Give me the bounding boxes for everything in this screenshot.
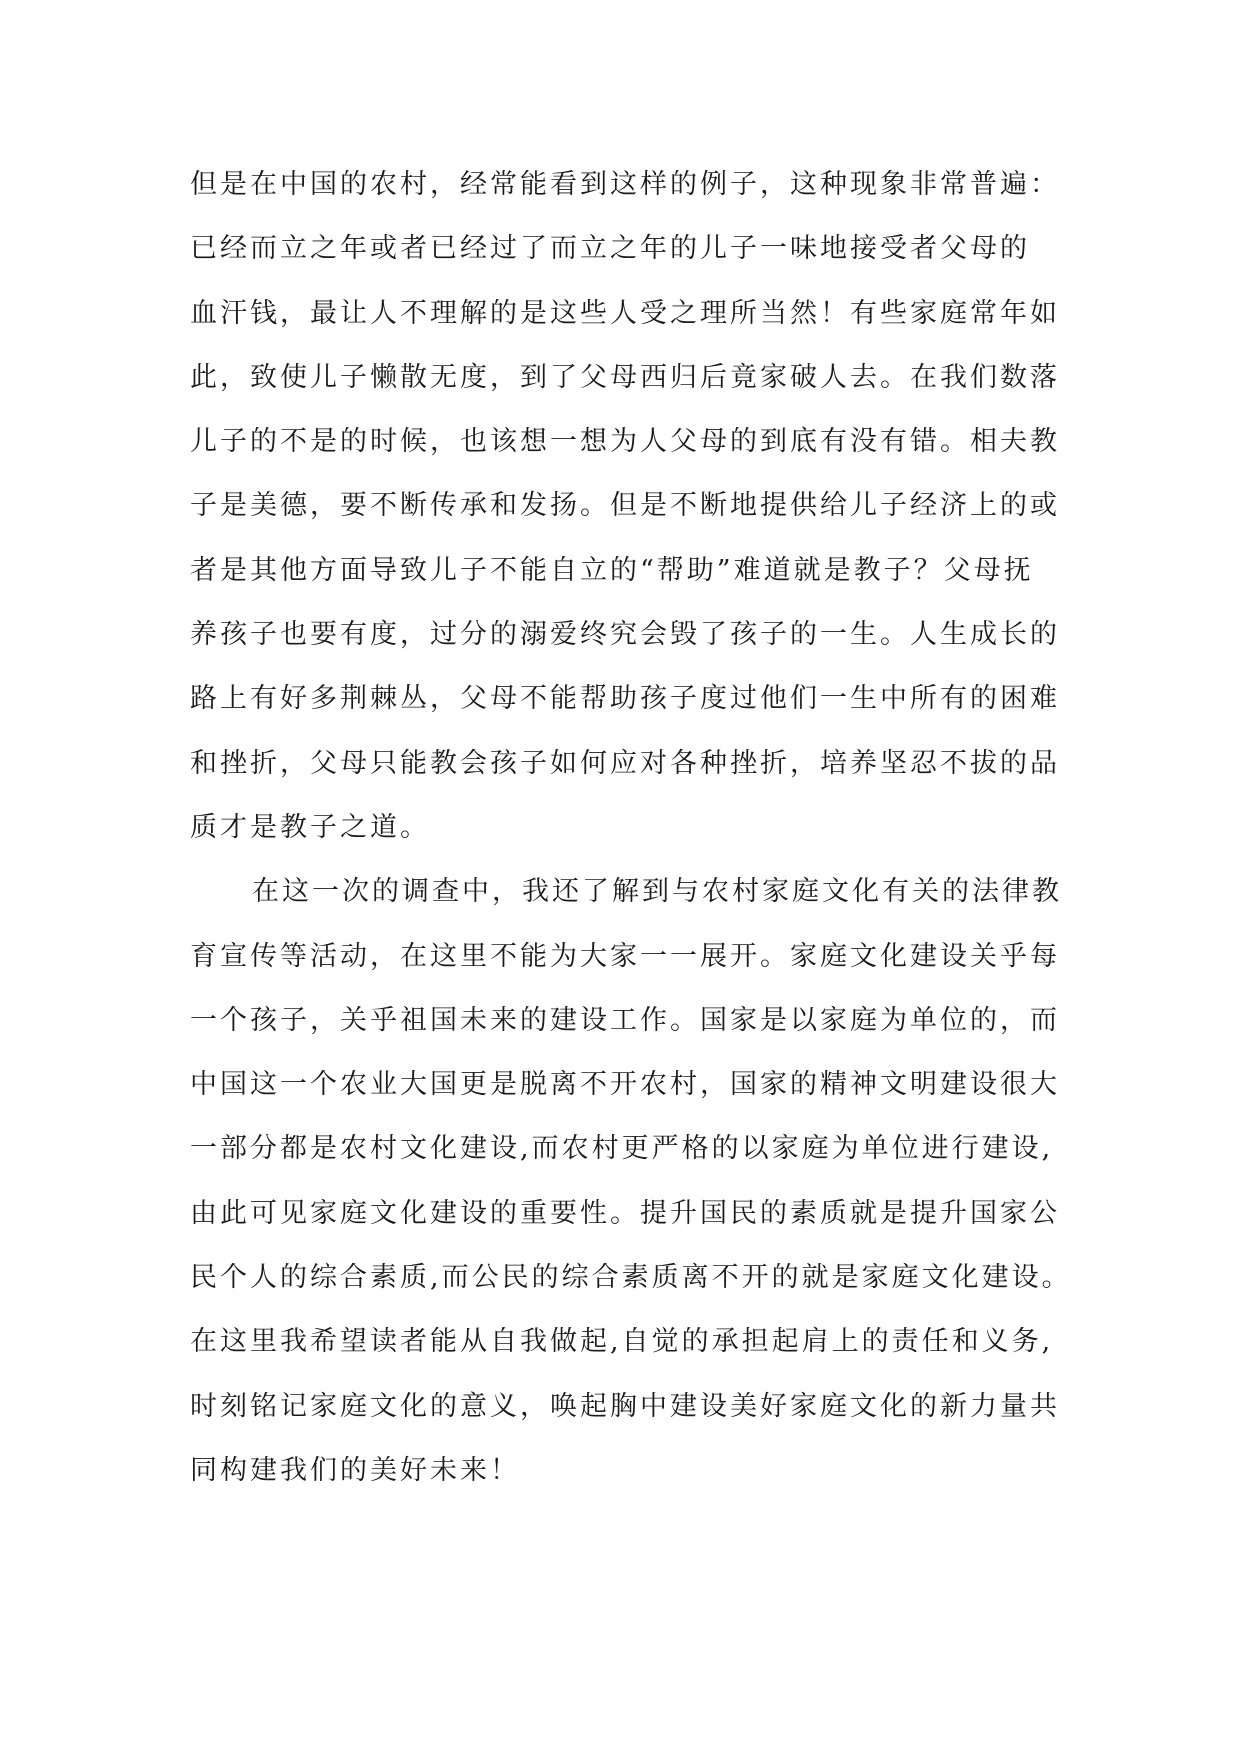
text-line: 一部分都是农村文化建设,而农村更严格的以家庭为单位进行建设, xyxy=(190,1133,1054,1165)
text-line: 养孩子也要有度，过分的溺爱终究会毁了孩子的一生。人生成长的 xyxy=(190,619,1060,651)
text-line: 育宣传等活动，在这里不能为大家一一展开。家庭文化建设关乎每 xyxy=(190,940,1060,972)
text-line: 中国这一个农业大国更是脱离不开农村，国家的精神文明建设很大 xyxy=(190,1069,1060,1101)
paragraph-1 xyxy=(190,153,1060,860)
paragraph-2 xyxy=(190,860,1072,1503)
text-line: 者是其他方面导致儿子不能自立的“帮助”难道就是教子？父母抚 xyxy=(190,554,1034,586)
text-line: 血汗钱，最让人不理解的是这些人受之理所当然！有些家庭常年如 xyxy=(190,297,1060,329)
text-line: 但是在中国的农村，经常能看到这样的例子，这种现象非常普遍： xyxy=(190,169,1060,200)
text-line: 由此可见家庭文化建设的重要性。提升国民的素质就是提升国家公 xyxy=(190,1197,1060,1229)
text-line: 一个孩子，关乎祖国未来的建设工作。国家是以家庭为单位的，而 xyxy=(190,1004,1060,1036)
text-line: 和挫折，父母只能教会孩子如何应对各种挫折，培养坚忍不拔的品 xyxy=(190,747,1060,779)
text-line: 子是美德，要不断传承和发扬。但是不断地提供给儿子经济上的或 xyxy=(190,490,1060,522)
body-text xyxy=(190,153,1072,1503)
text-line: 在这里我希望读者能从自我做起,自觉的承担起肩上的责任和义务, xyxy=(190,1326,1054,1358)
text-line: 路上有好多荆棘丛，父母不能帮助孩子度过他们一生中所有的困难 xyxy=(190,683,1060,715)
text-line: 质才是教子之道。 xyxy=(190,811,430,843)
text-line: 在这一次的调查中，我还了解到与农村家庭文化有关的法律教 xyxy=(252,876,1062,908)
text-line: 此，致使儿子懒散无度，到了父母西归后竟家破人去。在我们数落 xyxy=(190,361,1060,393)
text-line: 同构建我们的美好未来！ xyxy=(190,1454,520,1486)
text-line: 民个人的综合素质,而公民的综合素质离不开的就是家庭文化建设。 xyxy=(190,1262,1072,1294)
text-line: 时刻铭记家庭文化的意义，唤起胸中建设美好家庭文化的新力量共 xyxy=(190,1390,1060,1422)
text-line: 儿子的不是的时候，也该想一想为人父母的到底有没有错。相夫教 xyxy=(190,426,1060,458)
text-line: 已经而立之年或者已经过了而立之年的儿子一味地接受者父母的 xyxy=(190,233,1030,265)
